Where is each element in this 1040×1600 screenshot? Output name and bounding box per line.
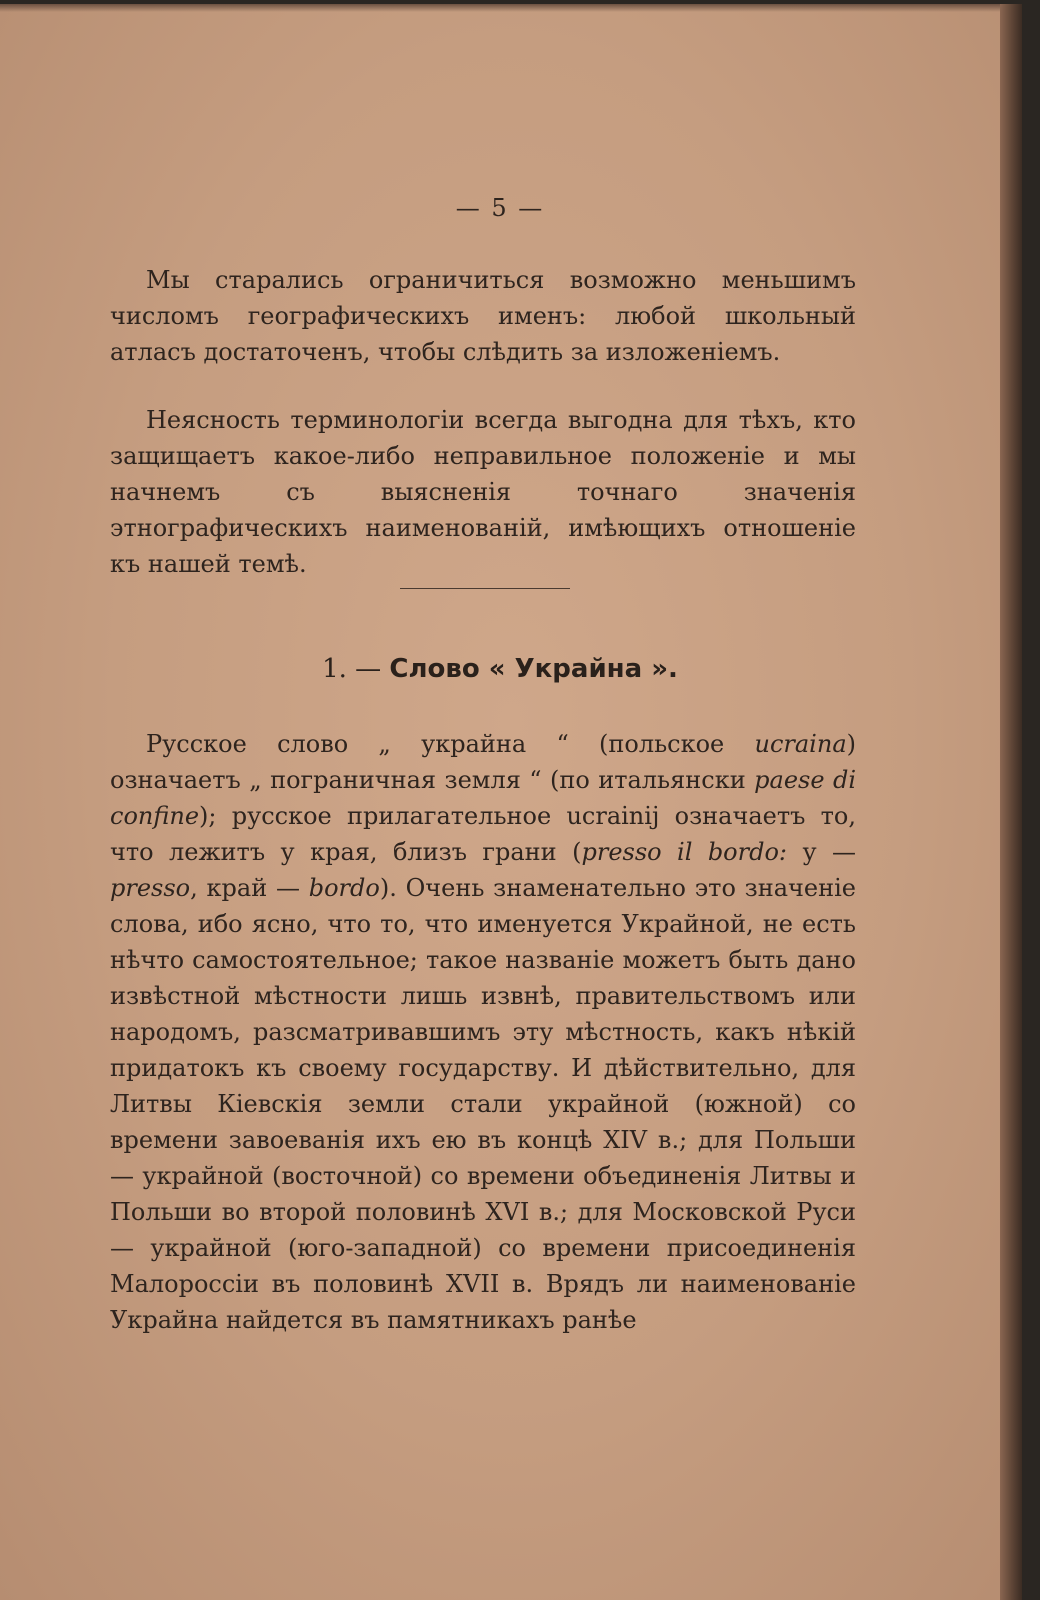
text-run: ). Очень знаменательно это значеніе слова, ибо ясно, что то, что именуется Украйной, не есть нѣчто самостоятельное; такое названіе можетъ быть дано извѣстной мѣстности лишь извнѣ, правительствомъ или народомъ, разсматривавшимъ эту мѣстность, какъ нѣкій придатокъ къ своему государству. И дѣйствительно, для Литвы Кіевскія земли стали украйной (южной) со времени завоеванія ихъ ею въ концѣ XIV в.; для Польши — украйной (восточной) со времени объединенія Литвы и Польши во второй половинѣ XVI в.; для Московской Руси — украйной (юго-западной) со времени присоединенія Малороссіи въ половинѣ XVII в. Врядъ ли наименованіе Украйна найдется въ памятникахъ ранѣе — [110, 874, 856, 1334]
page-top-edge — [0, 4, 1022, 12]
section-title: Слово « Украйна ». — [389, 654, 678, 684]
paragraph-terminology: Неясность терминологіи всегда выгодна для тѣхъ, кто защищаетъ какое-либо неправильное положеніе и мы начнемъ съ выясненія точнаго значенія этнографическихъ наименованій, имѣющихъ отношеніе къ нашей темѣ. — [110, 406, 856, 578]
text-run: ); русское прилагательное ucrainij означаетъ то, что лежитъ у края, близъ грани ( — [110, 802, 856, 866]
italic-term: paese di confine — [110, 766, 857, 830]
paragraph-ukraina — [110, 726, 856, 1338]
italic-term: presso — [110, 874, 191, 902]
book-spine-edge — [1000, 4, 1022, 1600]
book-page — [0, 4, 1022, 1600]
section-divider — [400, 588, 570, 589]
paragraph-intro: Мы старались ограничиться возможно меньшимъ числомъ географическихъ именъ: любой школьный атласъ достаточенъ, чтобы слѣдить за изложеніемъ. — [110, 266, 856, 366]
text-run: , край — — [190, 874, 309, 902]
italic-term: ucraina — [754, 730, 847, 758]
section-heading — [0, 654, 1000, 684]
italic-term: presso il bordo: — [581, 838, 788, 866]
italic-term: bordo — [308, 874, 380, 902]
text-run: ) означаетъ „ пограничная земля “ (по итальянски — [110, 730, 856, 794]
text-run: Русское слово „ украйна “ (польское — [146, 730, 755, 758]
text-run: у — — [787, 838, 857, 866]
page-number: — 5 — — [455, 194, 545, 222]
section-number: 1. — — [322, 654, 382, 684]
